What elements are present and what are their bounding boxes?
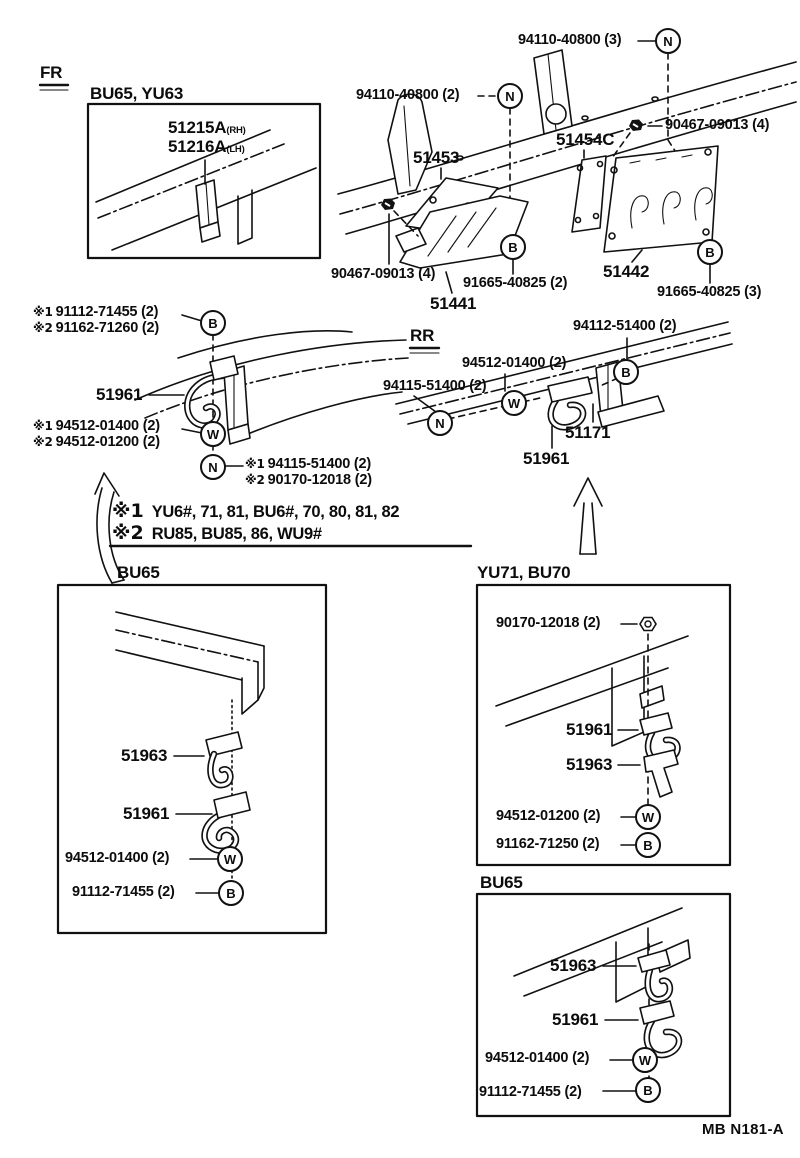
washer-symbol: W xyxy=(200,421,226,447)
drawing-code: MB N181-A xyxy=(702,1121,784,1138)
label-brb-51961: 51961 xyxy=(552,1010,599,1029)
label-yu71-washer: 94512-01200 (2) xyxy=(496,808,601,824)
label-90467-09013-lower: 90467-09013 (4) xyxy=(331,266,436,282)
ref-mark-2: ※2 xyxy=(33,435,53,449)
label-blb-washer: 94512-01400 (2) xyxy=(65,850,170,866)
label-brb-washer: 94512-01400 (2) xyxy=(485,1050,590,1066)
washer-symbol: W xyxy=(632,1047,658,1073)
bolt-head-icon xyxy=(379,197,399,213)
legend-row-1 xyxy=(112,500,399,522)
label-90467-09013-upper: 90467-09013 (4) xyxy=(665,117,770,133)
label-brb-bolt: 91112-71455 (2) xyxy=(479,1084,582,1100)
washer-symbol: W xyxy=(635,804,661,830)
bolt-symbol: B xyxy=(500,234,526,260)
box-front-bu65-art xyxy=(58,585,326,933)
inset-title: BU65, YU63 xyxy=(90,84,184,103)
washer-symbol: W xyxy=(217,846,243,872)
label-brb-51963: 51963 xyxy=(550,956,597,975)
front-frame-art xyxy=(338,41,796,293)
label-blb-51963: 51963 xyxy=(121,746,168,765)
ref-mark-1: ※1 xyxy=(33,305,53,319)
legend-models-2: RU85, BU85, 86, WU9# xyxy=(151,525,322,543)
label-front-hook-51961: 51961 xyxy=(96,385,143,404)
washer-symbol: W xyxy=(501,390,527,416)
label-51171: 51171 xyxy=(565,423,611,442)
label-front-washer-alt2: ※2 94512-01200 (2) xyxy=(33,434,160,450)
label-yu71-nut: 90170-12018 (2) xyxy=(496,615,601,631)
legend-mark-1: ※1 xyxy=(112,500,144,522)
nut-symbol: N xyxy=(497,83,523,109)
bolt-symbol: B xyxy=(200,310,226,336)
rear-direction-label: RR xyxy=(410,326,435,345)
legend-models-1: YU6#, 71, 81, BU6#, 70, 80, 81, 82 xyxy=(151,503,400,521)
label-91665-40825-2: 91665-40825 (2) xyxy=(463,275,568,291)
label-blb-bolt: 91112-71455 (2) xyxy=(72,884,175,900)
box-front-bu65-title: BU65 xyxy=(117,563,160,582)
label-rear-94115-51400: 94115-51400 (2) xyxy=(383,378,487,394)
box-rear-yu71-title: YU71, BU70 xyxy=(477,563,571,582)
label-rear-94512-01400: 94512-01400 (2) xyxy=(462,355,567,371)
label-front-nut-alt1: ※1 94115-51400 (2) xyxy=(245,456,372,472)
rh-side-note: (RH) xyxy=(226,125,246,136)
ref-mark-1: ※1 xyxy=(33,419,53,433)
bolt-symbol: B xyxy=(218,880,244,906)
label-front-nut-alt2: ※2 90170-12018 (2) xyxy=(245,472,372,488)
label-51216a: 51216A(LH) xyxy=(168,137,245,156)
front-hook-art xyxy=(135,315,408,466)
legend-mark-2: ※2 xyxy=(112,522,144,544)
bolt-head-icon xyxy=(627,118,647,134)
label-51215a: 51215A(RH) xyxy=(168,118,246,137)
nut-symbol: N xyxy=(427,410,453,436)
label-front-bolt-alt1: ※1 91112-71455 (2) xyxy=(33,304,159,320)
bolt-symbol: B xyxy=(697,239,723,265)
label-front-bolt-alt2: ※2 91162-71260 (2) xyxy=(33,320,160,336)
label-51453: 51453 xyxy=(413,148,460,167)
label-front-washer-alt1: ※1 94512-01400 (2) xyxy=(33,418,160,434)
label-51441: 51441 xyxy=(430,294,477,313)
bolt-symbol: B xyxy=(613,359,639,385)
box-rear-bu65-art xyxy=(477,894,730,1116)
label-yu71-51963: 51963 xyxy=(566,755,613,774)
ref-mark-2: ※2 xyxy=(245,473,265,487)
nut-symbol: N xyxy=(200,454,226,480)
ref-mark-1: ※1 xyxy=(245,457,265,471)
box-rear-bu65-title: BU65 xyxy=(480,873,523,892)
label-yu71-bolt: 91162-71250 (2) xyxy=(496,836,600,852)
label-94110-40800-2: 94110-40800 (2) xyxy=(356,87,460,103)
lh-side-note: (LH) xyxy=(226,144,245,155)
label-blb-51961: 51961 xyxy=(123,804,170,823)
nut-symbol: N xyxy=(655,28,681,54)
label-94112-51400: 94112-51400 (2) xyxy=(573,318,677,334)
legend-row-2 xyxy=(112,522,322,544)
label-91665-40825-3: 91665-40825 (3) xyxy=(657,284,762,300)
label-rear-hook-51961: 51961 xyxy=(523,449,570,468)
bolt-symbol: B xyxy=(635,1077,661,1103)
nut-icon xyxy=(639,616,657,632)
front-direction-label: FR xyxy=(40,63,63,82)
ref-mark-2: ※2 xyxy=(33,321,53,335)
label-yu71-51961: 51961 xyxy=(566,720,613,739)
label-51454c: 51454C xyxy=(556,130,615,149)
bolt-symbol: B xyxy=(635,832,661,858)
label-94110-40800-3: 94110-40800 (3) xyxy=(518,32,622,48)
label-51442: 51442 xyxy=(603,262,650,281)
